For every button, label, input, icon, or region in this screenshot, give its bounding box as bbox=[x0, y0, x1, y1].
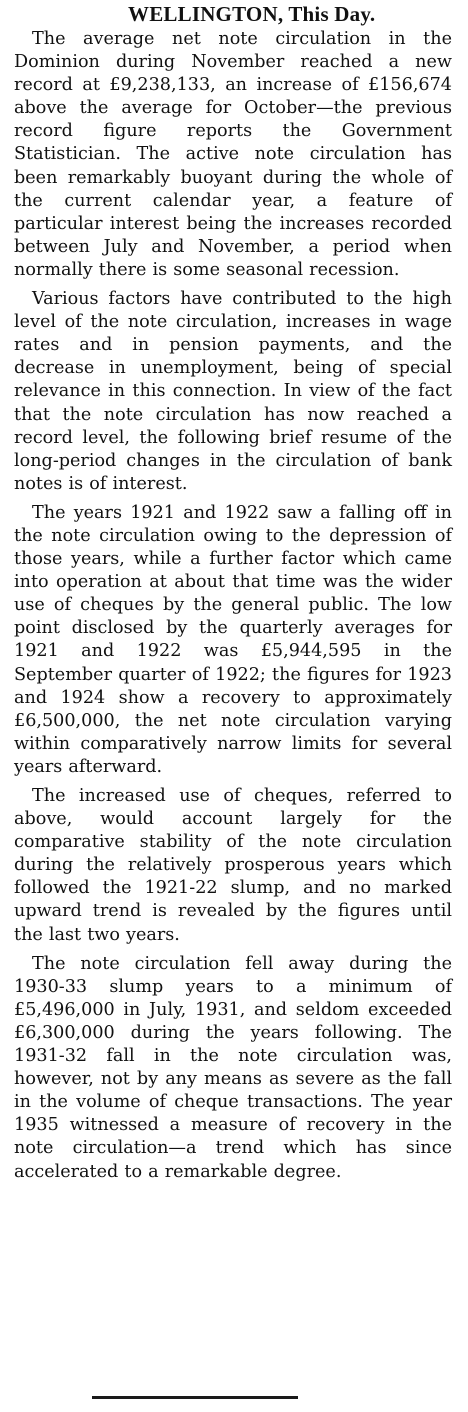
end-of-article-rule bbox=[92, 1396, 298, 1399]
article-paragraph-5: The note circulation fell away during the 1930-33 slump years to a minimum of £5,496,000 in July, 1931, and seldom exceeded £6,300,000 during the years following. The 1931-32 fall in the note circulation was, however, not by any means as severe as the fall in the volume of cheque transactions. The year 1935 witnessed a measure of recovery in the note circulation—a trend which has since accelerated to a remarkable degree. bbox=[14, 953, 452, 1182]
article-paragraph-4: The increased use of cheques, referred to above, would account largely for the comparative stability of the note circulation during the relatively prosperous years which followed the 1921-22 slump, and no marked upward trend is revealed by the figures until the last two years. bbox=[14, 786, 452, 945]
dateline: WELLINGTON, This Day. bbox=[128, 2, 376, 26]
article-paragraph-2: Various factors have contributed to the high level of the note circulation, increases in wage rates and in pension payments, and the decrease in unemployment, being of special relevance in this connection. In view of the fact that the note circulation has now reached a record level, the following brief resume of the long-period changes in the circulation of bank notes is of interest. bbox=[14, 289, 452, 494]
article-paragraph-3: The years 1921 and 1922 saw a falling off in the note circulation owing to the depression of those years, while a further factor which came into operation at about that time was the wider use of cheques by the general public. The low point disclosed by the quarterly averages for 1921 and 1922 was £5,944,595 in the September quarter of 1922; the figures for 1923 and 1924 show a recovery to approximately £6,500,000, the net note circulation varying within comparatively narrow limits for several years afterward. bbox=[14, 502, 452, 777]
article-paragraph-1: The average net note circulation in the Dominion during November reached a new record at £9,238,133, an increase of £156,674 above the average for October—the previous record figure reports the Government Statistician. The active note circulation has been remarkably buoyant during the whole of the current calendar year, a feature of particular interest being the increases recorded between July and November, a period when normally there is some seasonal recession. bbox=[14, 29, 452, 280]
